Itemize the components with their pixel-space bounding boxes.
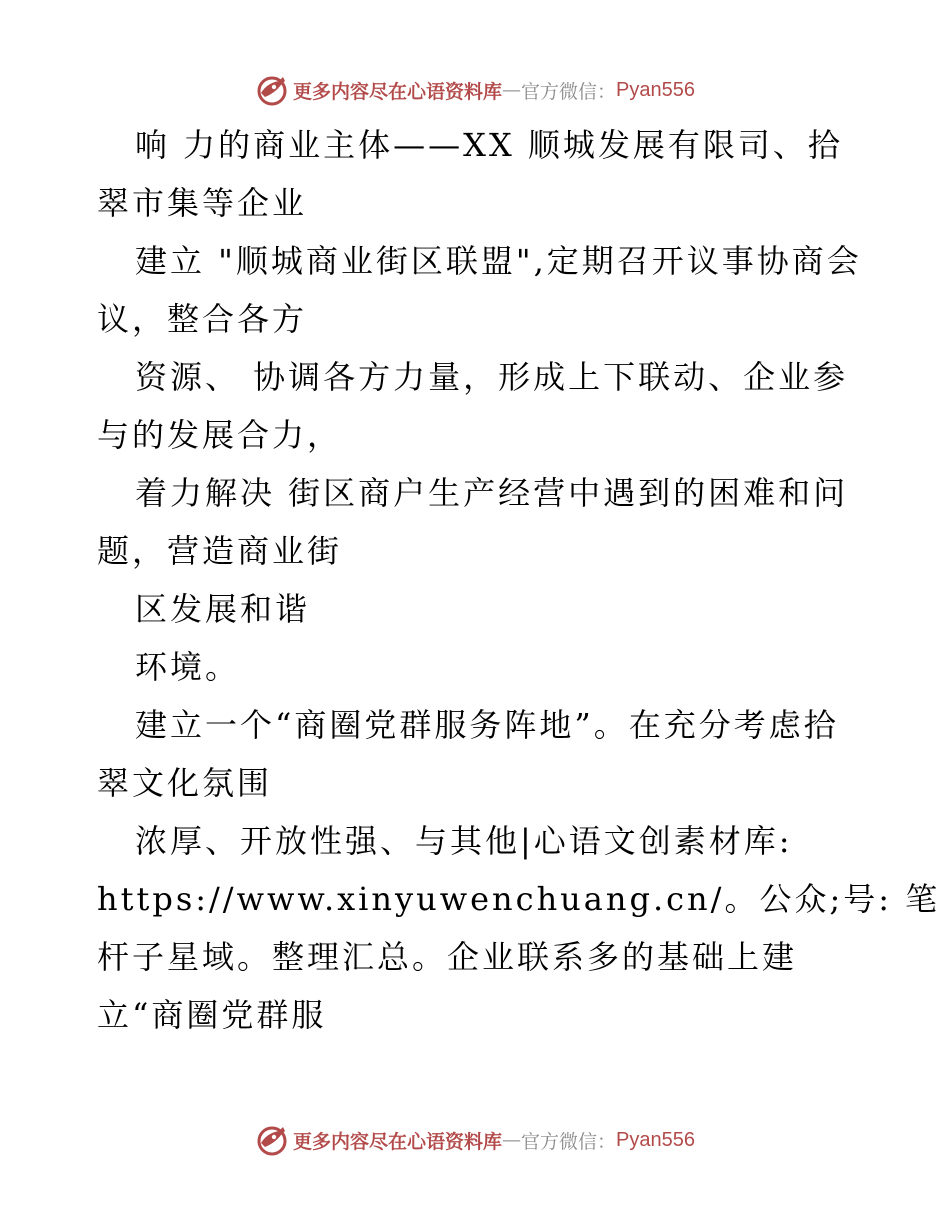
banner-wechat-id: Pyan556 [616,1128,695,1151]
pen-logo-icon [255,73,289,107]
footer-banner [0,1120,950,1160]
text-line: 浓厚、开放性强、与其他|心语文创素材库: [135,822,793,860]
text-line: 翠文化氛围 [97,764,273,802]
text-line: 题，营造商业街 [97,532,343,570]
banner-dash: — [502,79,522,101]
text-line: 建立一个“商圈党群服务阵地”。在充分考虑拾 [135,706,839,744]
banner-wechat-id: Pyan556 [616,78,695,101]
header-banner [0,70,950,110]
text-line: 杆子星域。整理汇总。企业联系多的基础上建 [97,938,798,976]
text-line: 区发展和谐 [135,590,311,628]
text-line: 资源、 协调各方力量，形成上下联动、企业参 [135,358,849,396]
banner-wechat-label: 官方微信： [521,80,617,103]
pen-logo-icon [255,1123,289,1157]
banner-wechat-label: 官方微信： [521,1130,617,1153]
document-body [97,116,941,1044]
text-line: 着力解决 街区商户生产经营中遇到的困难和问 [135,474,849,512]
text-line: https://www.xinyuwenchuang.cn/。公众;号: 笔 [97,880,941,918]
banner-dash: — [502,1129,522,1151]
text-line: 响 力的商业主体——XX 顺城发展有限司、拾 [135,126,843,164]
text-line: 环境。 [135,648,241,686]
text-line: 与的发展合力， [97,416,343,454]
text-line: 立“商圈党群服 [97,996,327,1034]
text-line: 建立 "顺城商业街区联盟",定期召开议事协商会 [135,242,862,280]
text-line: 翠市集等企业 [97,184,308,222]
banner-main-text: 更多内容尽在心语资料库 [293,80,503,103]
banner-main-text: 更多内容尽在心语资料库 [293,1130,503,1153]
text-line: 议，整合各方 [97,300,308,338]
